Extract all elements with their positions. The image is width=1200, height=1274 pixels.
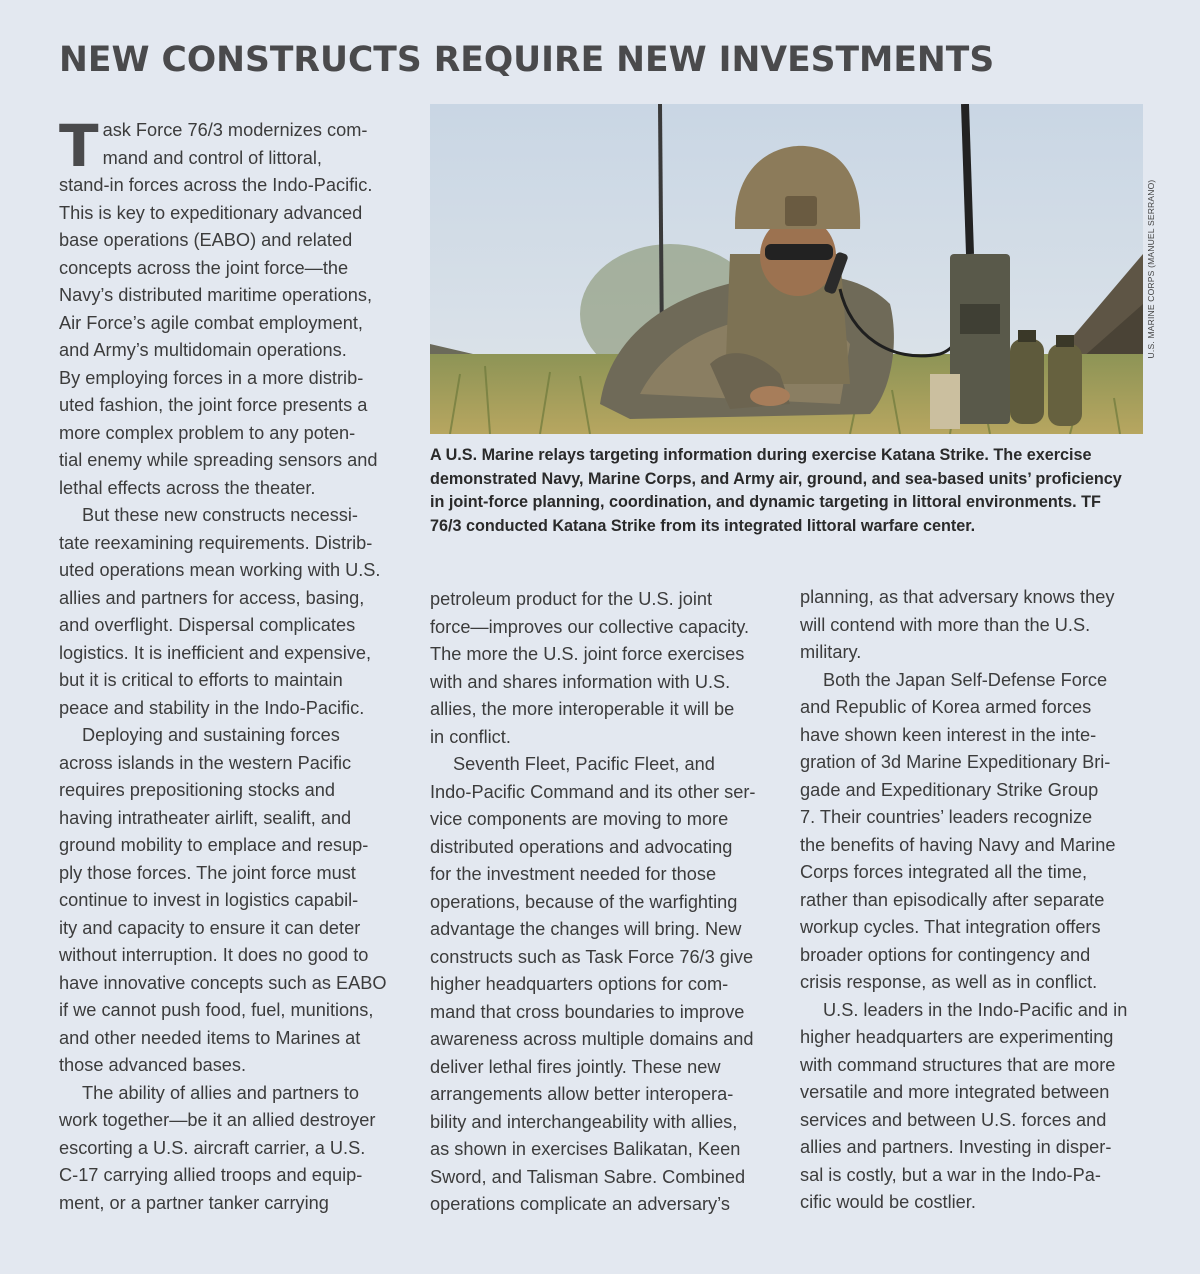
paragraph-5: petroleum product for the U.S. joint force—improves our collective capacity. The more the U.S. joint force exercises with and shares information with U.S. allies, the more interoperable it will be in conflict. (430, 589, 750, 747)
photo-credit (1144, 104, 1158, 434)
marine-photo (430, 104, 1143, 434)
page-headline: NEW CONSTRUCTS REQUIRE NEW INVESTMENTS (59, 40, 995, 80)
paragraph-1 (59, 112, 409, 502)
paragraph-1-line-2: mand and control of littoral, (102, 147, 322, 168)
photo-credit-text: U.S. MARINE CORPS (MANUEL SERRANO) (1146, 179, 1156, 359)
article-column-2 (430, 586, 775, 1219)
paragraph-9: U.S. leaders in the Indo-Pacific and in higher headquarters are experimenting with command structures that are more versatile and more integrated between services and between U.S. forces and allies and partners. Investing in disper- sal is costly, but a war in the Indo-Pa- cific would be costlier. (800, 999, 1128, 1212)
marine-radio-illustration (430, 104, 1143, 434)
paragraph-8: Both the Japan Self-Defense Force and Republic of Korea armed forces have shown keen interest in the inte- gration of 3d Marine Expeditionary Bri- gade and Expeditionary Strike Group 7. Their countries’ leaders recognize the benefits of having Navy and Marine Corps forces integrated all the time, rather than episodically after separate workup cycles. That integration offers broader options for contingency and crisis response, as well as in conflict. (800, 669, 1116, 992)
paragraph-2: But these new constructs necessi- tate reexamining requirements. Distrib- uted operations mean working with U.S. allies and partners for access, basing, and overflight. Dispersal complicates logistics. It is inefficient and expensive, but it is critical to efforts to maintain peace and stability in the Indo-Pacific. (59, 505, 381, 718)
drop-cap: T (59, 112, 99, 180)
paragraph-7: planning, as that adversary knows they will contend with more than the U.S. military. (800, 587, 1115, 662)
article-column-3 (800, 584, 1145, 1217)
article-column-1 (59, 112, 409, 1217)
paragraph-1-line-1: ask Force 76/3 modernizes com- (102, 120, 368, 140)
photo-caption: A U.S. Marine relays targeting information during exercise Katana Strike. The exercise demonstrated Navy, Marine Corps, and Army air, ground, and sea-based units’ proficiency in joint-force planning, coordination, and dynamic targeting in littoral environments. TF 76/3 conducted Katana Strike from its integrated littoral warfare center. (430, 446, 1122, 536)
paragraph-6: Seventh Fleet, Pacific Fleet, and Indo-Pacific Command and its other ser- vice components are moving to more distributed operations and advocating for the investment needed for those operations, because of the warfighting advantage the changes will bring. New constructs such as Task Force 76/3 give higher headquarters options for com- mand that cross boundaries to improve awareness across multiple domains and deliver lethal fires jointly. These new arrangements allow better interopera- bility and interchangeability with allies, as shown in exercises Balikatan, Keen Sword, and Talisman Sabre. Combined operations complicate an adversary’s (430, 754, 756, 1214)
paragraph-3: Deploying and sustaining forces across islands in the western Pacific requires prepositioning stocks and having intratheater airlift, sealift, and ground mobility to emplace and resup- ply those forces. The joint force must continue to invest in logistics capabil- ity and capacity to ensure it can deter without interruption. It does no good to have innovative concepts such as EABO if we cannot push food, fuel, munitions, and other needed items to Marines at those advanced bases. (59, 725, 387, 1075)
paragraph-1-rest: stand-in forces across the Indo-Pacific. This is key to expeditionary advanced base operations (EABO) and related concepts across the joint force—the Navy’s distributed maritime operations, Air Force’s agile combat employment, and Army’s multidomain operations. By employing forces in a more distrib- uted fashion, the joint force presents a more complex problem to any poten- tial enemy while spreading sensors and lethal effects across the theater. (59, 175, 378, 498)
paragraph-4: The ability of allies and partners to work together—be it an allied destroyer escorting a U.S. aircraft carrier, a U.S. C-17 carrying allied troops and equip- ment, or a partner tanker carrying (59, 1082, 376, 1213)
